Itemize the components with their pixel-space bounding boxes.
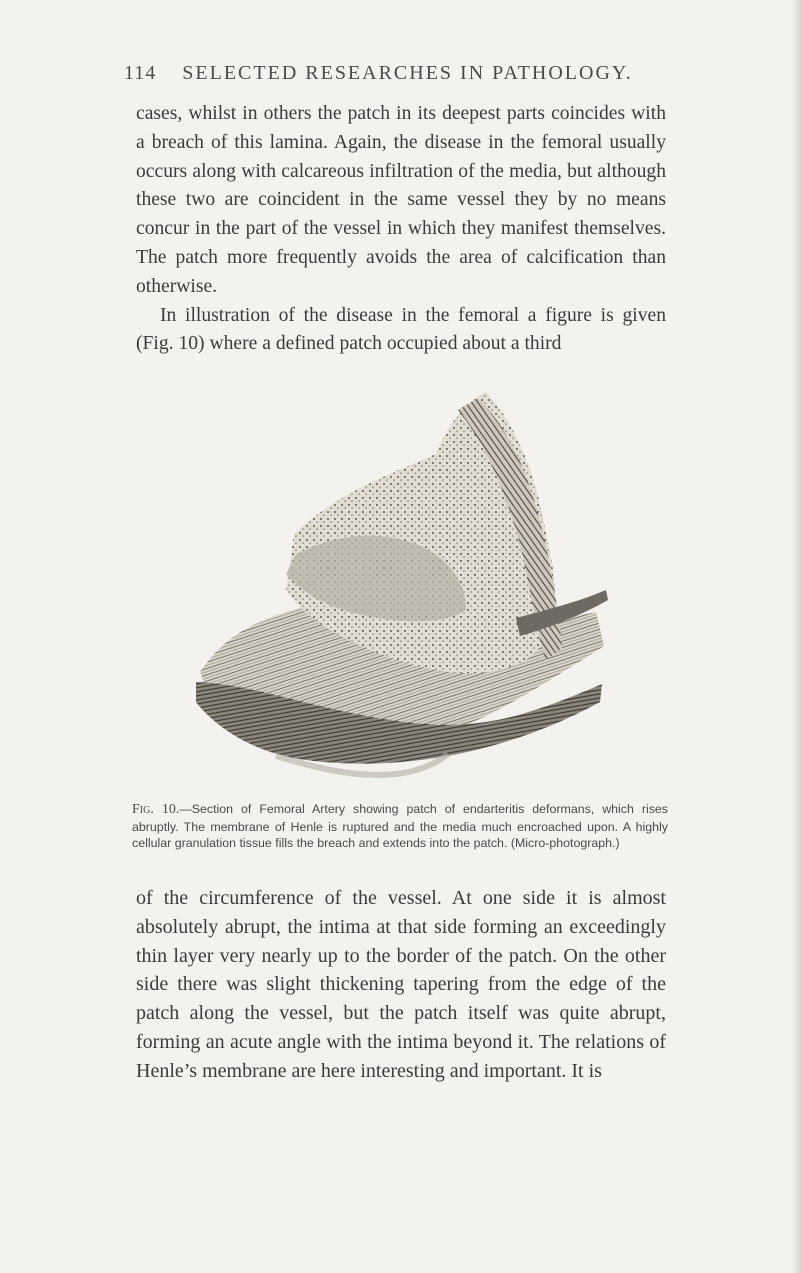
running-header [124,62,684,85]
figure-label: Fig. 10. [132,802,180,817]
figure-caption [132,801,668,852]
page-number: 114 [124,62,157,84]
paragraph: In illustration of the disease in the femoral a figure is given (Fig. 10) where a defined patch occupied about a third [136,304,666,355]
body-text-bottom [136,884,666,1086]
body-text-top [136,100,666,359]
caption-text: —Section of Femoral Artery showing patch of endarteritis deformans, which rises abruptly. The membrane of Henle is ruptured and the media much encroached upon. A highly cellular granulation tissue fills the breach and extends into the patch. (Micro-photograph.) [132,802,668,851]
paragraph: of the circumference of the vessel. At one side it is almost absolutely abrupt, the intima at that side forming an exceedingly thin layer very nearly up to the border of the patch. On the other side there was slight thickening tapering from the edge of the patch along the vessel, but the patch itself was quite abrupt, forming an acute angle with the intima beyond it. The relations of Henle’s membrane are here interesting and important. It is [136,887,666,1082]
micrograph-figure [186,384,612,796]
running-title: SELECTED RESEARCHES IN PATHOLOGY. [182,62,633,84]
paragraph: cases, whilst in others the patch in its deepest parts coincides with a breach of this lamina. Again, the disease in the femoral usually occurs along with calcareous infiltration of the media, but although these two are coincident in the same vessel they by no means concur in the part of the vessel in which they manifest themselves. The patch more frequently avoids the area of calcification than otherwise. [136,103,666,297]
page-edge-shadow [791,0,801,1273]
